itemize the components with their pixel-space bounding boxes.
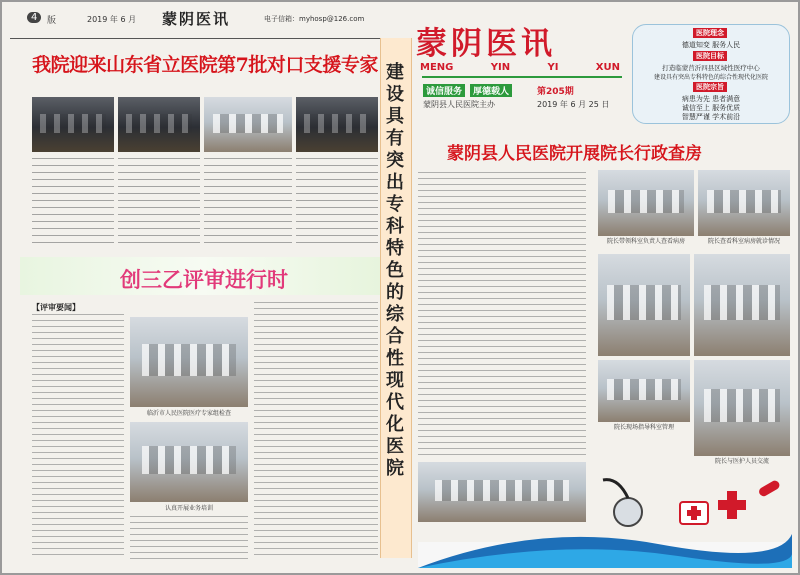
issue-date: 2019 年 6 月 25 日 <box>537 100 610 109</box>
left-page <box>2 2 400 573</box>
article-headline: 蒙阴县人民医院开展院长行政查房 <box>447 144 702 164</box>
panel-title: 医院理念 <box>693 28 727 38</box>
issue-label: 第205期 <box>537 87 574 97</box>
header-paper-name: 蒙阴医讯 <box>162 10 231 28</box>
article-text-column <box>418 172 586 460</box>
article-photo <box>204 97 292 152</box>
medical-decoration <box>418 472 792 568</box>
pill-capsule-icon <box>757 479 781 498</box>
newspaper-spread <box>2 2 798 573</box>
panel-line: 德道知变 服务人民 <box>681 41 741 49</box>
masthead-title: 蒙阴医讯 <box>416 26 556 62</box>
slogan-badge: 诚信服务 <box>423 84 465 97</box>
photo-caption: 院长带领科室负责人查看病房 <box>606 238 685 245</box>
article-photo <box>598 170 694 236</box>
page-number: 4 <box>27 12 41 23</box>
article-photo <box>694 254 790 356</box>
review-news-text <box>32 314 124 559</box>
article-photo <box>694 360 790 456</box>
photo-caption: 院长与医护人员交流 <box>714 458 769 465</box>
organizer: 蒙阴县人民医院主办 <box>423 100 495 109</box>
pinyin-word: XUN <box>595 62 620 73</box>
article-text-column <box>204 158 292 246</box>
issue-number <box>537 84 574 97</box>
photo-caption: 院长查看科室病房就诊情况 <box>707 238 780 245</box>
review-text <box>130 516 248 560</box>
article-photo <box>598 360 690 422</box>
article-photo <box>698 170 790 236</box>
pinyin-word: MENG <box>420 62 454 73</box>
header-email: 电子信箱：myhosp@126.com <box>264 15 365 23</box>
panel-line: 病患为先 患者满意 <box>681 95 741 103</box>
header-date: 2019 年 6 月 <box>87 15 137 24</box>
slogan-badge: 厚德载人 <box>470 84 512 97</box>
masthead-pinyin <box>420 62 620 73</box>
medical-cross-icon <box>718 491 746 519</box>
panel-line: 建设具有突出专科特色的综合性现代化医院 <box>653 74 768 81</box>
center-strip-slogan: 建设具有突出专科特色的综合性现代化医院 <box>386 62 404 479</box>
box-heading: 【评审要闻】 <box>32 303 80 312</box>
article-photo <box>296 97 378 152</box>
first-aid-kit-icon <box>680 502 708 524</box>
stethoscope-icon <box>603 480 642 526</box>
review-photo <box>130 422 248 502</box>
review-photo <box>130 317 248 407</box>
article-text-column <box>118 158 200 246</box>
article-headline: 我院迎来山东省立医院第7批对口支援专家 <box>32 54 378 76</box>
pinyin-word: YIN <box>490 62 511 73</box>
panel-line: 智慧严谨 学术前沿 <box>681 113 741 121</box>
page-label: 版 <box>47 16 57 26</box>
section-headline: 创三乙评审进行时 <box>120 267 288 292</box>
article-photo <box>32 97 114 152</box>
article-text-column <box>296 158 378 246</box>
pinyin-word: YI <box>547 62 559 73</box>
panel-line: 打造临蒙莒沂四县区域性医疗中心 <box>662 64 760 72</box>
panel-title: 医院宗旨 <box>693 82 727 92</box>
panel-line: 诚信至上 服务优质 <box>681 104 741 112</box>
article-text-column <box>32 158 114 246</box>
photo-caption: 临沂市人民医院医疗专家组检查 <box>146 410 231 417</box>
article-photo <box>118 97 200 152</box>
photo-caption: 院长现场指导科室管理 <box>613 424 674 431</box>
masthead-rule <box>422 76 622 78</box>
photo-caption: 认真开展业务培训 <box>164 505 213 512</box>
article-photo <box>598 254 690 356</box>
panel-title: 医院目标 <box>693 51 727 61</box>
review-text <box>254 302 378 560</box>
info-panel <box>632 24 790 124</box>
